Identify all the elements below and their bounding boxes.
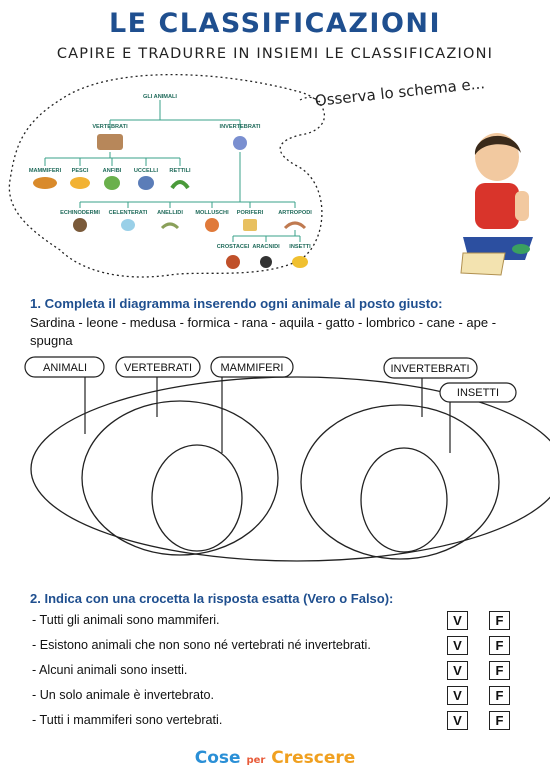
label-insetti: INSETTI <box>456 387 500 399</box>
true-checkbox[interactable]: V <box>447 636 468 655</box>
tree-node-label: CROSTACEI <box>216 244 250 250</box>
exercise1-title: 1. Completa il diagramma inserendo ogni animale al posto giusto: <box>30 296 443 311</box>
tree-node-label: UCCELLI <box>133 168 159 174</box>
false-checkbox[interactable]: F <box>489 661 510 680</box>
venn-diagram <box>0 350 550 582</box>
tree-node-label: ARTROPODI <box>278 210 312 216</box>
set-animali[interactable] <box>31 377 550 561</box>
observe-caption: Osserva lo schema e... <box>314 74 486 110</box>
label-animali: ANIMALI <box>42 362 88 374</box>
tree-node-label: MAMMIFERI <box>28 168 62 174</box>
tree-node-label: MOLLUSCHI <box>195 210 229 216</box>
true-checkbox[interactable]: V <box>447 661 468 680</box>
tree-node-label: PORIFERI <box>236 210 264 216</box>
set-vertebrati[interactable] <box>82 401 278 555</box>
statement-text: - Un solo animale è invertebrato. <box>32 688 215 702</box>
label-invertebrati: INVERTEBRATI <box>390 363 470 375</box>
statement-text: - Tutti i mammiferi sono vertebrati. <box>32 713 223 727</box>
tree-node-label: CELENTERATI <box>108 210 148 216</box>
statement-text: - Alcuni animali sono insetti. <box>32 663 188 677</box>
tree-vertebrati-label: VERTEBRATI <box>92 124 128 130</box>
false-checkbox[interactable]: F <box>489 611 510 630</box>
set-invertebrati[interactable] <box>301 405 499 559</box>
true-checkbox[interactable]: V <box>447 686 468 705</box>
boy-illustration <box>455 125 540 280</box>
false-checkbox[interactable]: F <box>489 711 510 730</box>
logo-word-cose: Cose <box>194 748 241 768</box>
statement-text: - Esistono animali che non sono né vertebrati né invertebrati. <box>32 638 371 652</box>
tree-node-label: ANFIBI <box>102 168 122 174</box>
logo-word-per: per <box>246 755 266 766</box>
tree-node-label: PESCI <box>71 168 89 174</box>
false-checkbox[interactable]: F <box>489 636 510 655</box>
page-subtitle: CAPIRE E TRADURRE IN INSIEMI LE CLASSIFICAZIONI <box>56 46 494 62</box>
exercise1-word-list: Sardina - leone - medusa - formica - rana - aquila - gatto - lombrico - cane - ape - spugna <box>30 315 497 348</box>
tree-node-label: ARACNIDI <box>252 244 280 250</box>
label-mammiferi: MAMMIFERI <box>220 362 284 374</box>
footer-logo <box>0 748 550 768</box>
exercise2-title: 2. Indica con una crocetta la risposta esatta (Vero o Falso): <box>30 591 394 606</box>
set-mammiferi[interactable] <box>152 445 242 551</box>
true-checkbox[interactable]: V <box>447 611 468 630</box>
label-vertebrati: VERTEBRATI <box>123 362 193 374</box>
tree-invertebrati-label: INVERTEBRATI <box>219 124 261 130</box>
tree-root-label: GLI ANIMALI <box>143 94 177 100</box>
logo-word-crescere: Crescere <box>271 748 356 768</box>
statement-text: - Tutti gli animali sono mammiferi. <box>32 613 220 627</box>
true-checkbox[interactable]: V <box>447 711 468 730</box>
tree-node-label: RETTILI <box>169 168 191 174</box>
tree-node-label: INSETTI <box>289 244 311 250</box>
false-checkbox[interactable]: F <box>489 686 510 705</box>
tree-node-label: ECHINODERMI <box>60 210 100 216</box>
tree-node-label: ANELLIDI <box>157 210 183 216</box>
page-title: LE CLASSIFICAZIONI <box>108 8 442 39</box>
set-insetti[interactable] <box>361 448 447 552</box>
